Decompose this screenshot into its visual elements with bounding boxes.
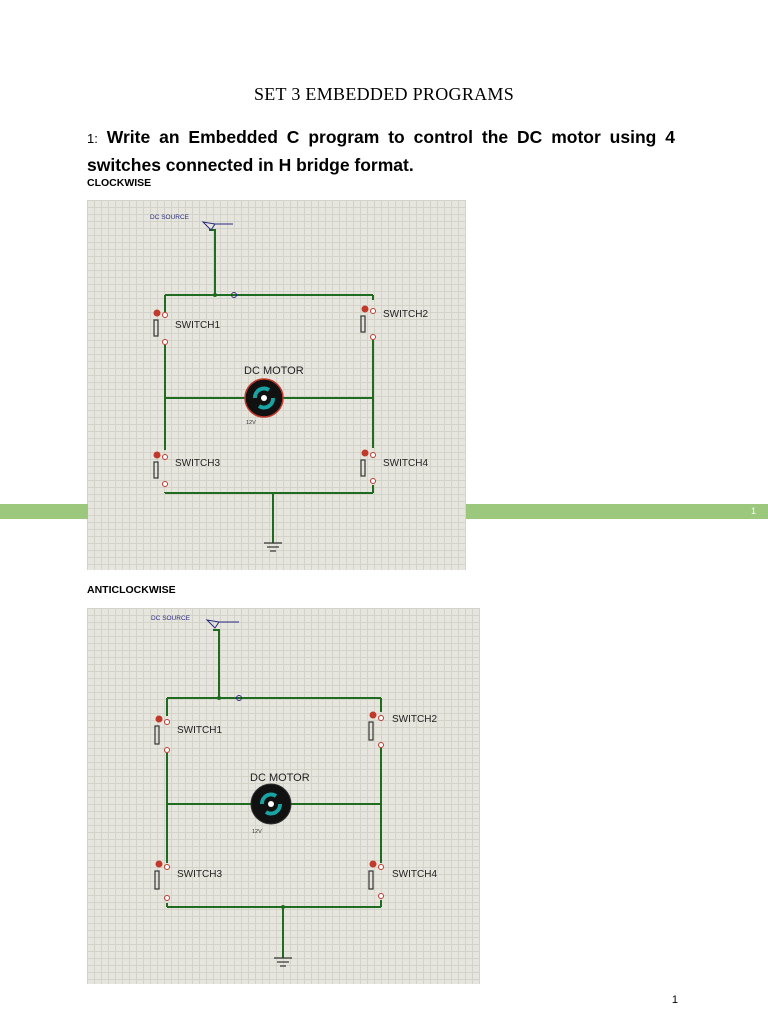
- page-band-right: [466, 504, 768, 519]
- clockwise-label: CLOCKWISE: [87, 177, 152, 189]
- switch3-label: SWITCH3: [177, 869, 222, 880]
- page-number: 1: [671, 994, 678, 1006]
- switch3-label: SWITCH3: [175, 458, 220, 469]
- dc-motor-label: DC MOTOR: [244, 365, 304, 377]
- motor-voltage-label: 12V: [252, 829, 262, 835]
- dc-source-label: DC SOURCE: [150, 214, 190, 221]
- dc-source-label: DC SOURCE: [151, 615, 191, 622]
- anticlockwise-label: ANTICLOCKWISE: [87, 584, 176, 596]
- question-number: 1:: [87, 131, 98, 146]
- switch1-label: SWITCH1: [177, 725, 222, 736]
- switch1-label: SWITCH1: [175, 320, 220, 331]
- dc-motor-icon: [251, 784, 291, 824]
- dc-motor-icon: [245, 379, 283, 417]
- question-text: Write an Embedded C program to control the DC motor using 4 switches connected in H bridge format.: [87, 127, 675, 175]
- motor-voltage-label: 12V: [246, 420, 256, 426]
- page-band-left: [0, 504, 88, 519]
- switch2-label: SWITCH2: [392, 714, 437, 725]
- switch2-label: SWITCH2: [383, 309, 428, 320]
- clockwise-circuit-diagram: [87, 200, 466, 570]
- anticlockwise-circuit-diagram: [87, 608, 480, 984]
- dc-motor-label: DC MOTOR: [250, 772, 310, 784]
- switch4-label: SWITCH4: [392, 869, 437, 880]
- switch4-label: SWITCH4: [383, 458, 428, 469]
- anticlockwise-circuit-svg: [87, 608, 480, 984]
- clockwise-circuit-svg: [87, 200, 466, 570]
- question-1: [87, 124, 675, 179]
- page-title: SET 3 EMBEDDED PROGRAMS: [253, 84, 515, 104]
- band-page-number: 1: [750, 506, 756, 516]
